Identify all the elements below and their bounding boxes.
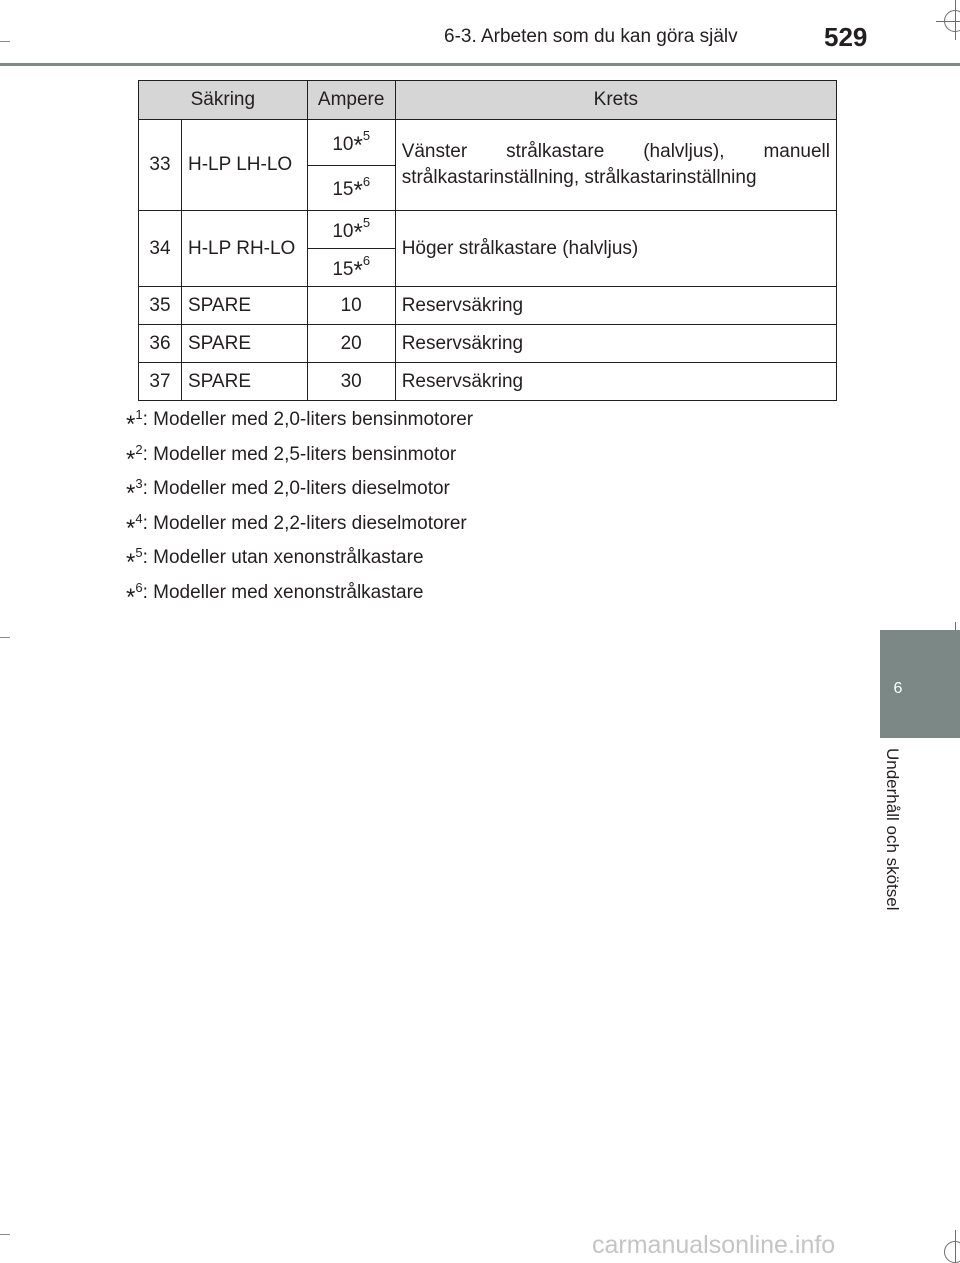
footnote-text: : Modeller med 2,2-liters dieselmotorer — [142, 512, 467, 534]
ampere-cell — [307, 166, 395, 211]
fuse-name: H-LP RH-LO — [182, 211, 308, 287]
registration-mark — [955, 1230, 956, 1263]
footnote — [126, 441, 473, 479]
footnote-marker: 4 — [135, 510, 143, 526]
footnote-text: : Modeller med 2,0-liters bensinmotorer — [142, 409, 474, 430]
footnotes — [126, 409, 473, 616]
table-row — [139, 211, 837, 249]
footnote-asterisk: * — [126, 514, 136, 542]
footnote-asterisk: * — [126, 445, 136, 473]
circuit-description: Höger strålkastare (halvljus) — [395, 211, 836, 287]
crop-mark — [0, 41, 10, 42]
circuit-description: Vänster strålkastare (halvljus), manuell strålkastarinställning, strålkastarinställning — [395, 120, 836, 211]
footnote-marker: 2 — [135, 441, 143, 457]
fuse-number: 34 — [139, 211, 182, 287]
fuse-table — [138, 80, 837, 401]
footnote-asterisk: * — [353, 256, 363, 284]
ampere-value: 15 — [332, 179, 354, 200]
table-row — [139, 363, 837, 401]
circuit-description: Reservsäkring — [395, 287, 836, 325]
registration-mark — [944, 1241, 960, 1263]
ampere-value: 15 — [332, 258, 354, 280]
footnote-marker: 1 — [135, 407, 143, 422]
column-header-fuse: Säkring — [139, 81, 308, 120]
footnote-ref: 6 — [362, 173, 371, 189]
fuse-name: SPARE — [182, 363, 308, 401]
table-row — [139, 325, 837, 363]
footnote-asterisk: * — [353, 177, 363, 204]
footnote-marker: 3 — [135, 476, 143, 491]
footnote-asterisk: * — [126, 480, 136, 507]
ampere-value: 10 — [332, 220, 354, 242]
fuse-number: 33 — [139, 120, 182, 211]
footnote-asterisk: * — [353, 218, 363, 246]
table-row — [139, 120, 837, 166]
footnote — [126, 547, 473, 582]
footnote — [126, 510, 473, 548]
header-rule — [0, 63, 960, 66]
footnote-ref: 5 — [362, 215, 371, 231]
chapter-title: Underhåll och skötsel — [883, 748, 902, 911]
footnote-asterisk: * — [126, 549, 136, 576]
footnote-text: : Modeller med 2,5-liters bensinmotor — [142, 443, 457, 465]
footnote-text: : Modeller med 2,0-liters dieselmotor — [142, 478, 450, 499]
registration-mark — [936, 21, 960, 22]
footnote-asterisk: * — [126, 583, 136, 611]
chapter-number: 6 — [893, 680, 903, 697]
section-title: 6-3. Arbeten som du kan göra själv — [444, 26, 738, 47]
footnote-ref: 5 — [362, 128, 371, 144]
footnote — [126, 478, 473, 513]
footnote-marker: 6 — [135, 579, 143, 595]
fuse-name: SPARE — [182, 287, 308, 325]
footnote-ref: 6 — [362, 253, 371, 269]
footnote-text: : Modeller med xenonstrålkastare — [142, 581, 424, 603]
ampere-value: 20 — [307, 325, 395, 363]
ampere-cell — [307, 211, 395, 249]
circuit-description: Reservsäkring — [395, 325, 836, 363]
footnote-text: : Modeller utan xenonstrålkastare — [142, 547, 424, 568]
crop-mark — [0, 1234, 10, 1235]
footnote-marker: 5 — [135, 545, 143, 560]
footnote-asterisk: * — [126, 411, 136, 438]
fuse-number: 36 — [139, 325, 182, 363]
footnote-asterisk: * — [353, 131, 363, 159]
fuse-number: 37 — [139, 363, 182, 401]
fuse-name: SPARE — [182, 325, 308, 363]
watermark: carmanualsonline.info — [592, 1231, 836, 1259]
ampere-value: 30 — [307, 363, 395, 401]
fuse-number: 35 — [139, 287, 182, 325]
ampere-cell — [307, 249, 395, 287]
column-header-ampere: Ampere — [307, 81, 395, 120]
column-header-circuit: Krets — [395, 81, 836, 120]
ampere-cell — [307, 120, 395, 166]
table-header-row — [139, 81, 837, 120]
crop-mark — [0, 637, 10, 638]
ampere-value: 10 — [307, 287, 395, 325]
footnote — [126, 579, 473, 617]
fuse-name: H-LP LH-LO — [182, 120, 308, 211]
ampere-value: 10 — [332, 133, 354, 155]
registration-mark — [955, 0, 956, 40]
circuit-description: Reservsäkring — [395, 363, 836, 401]
table-row — [139, 287, 837, 325]
footnote — [126, 409, 473, 444]
page-number: 529 — [824, 22, 868, 52]
